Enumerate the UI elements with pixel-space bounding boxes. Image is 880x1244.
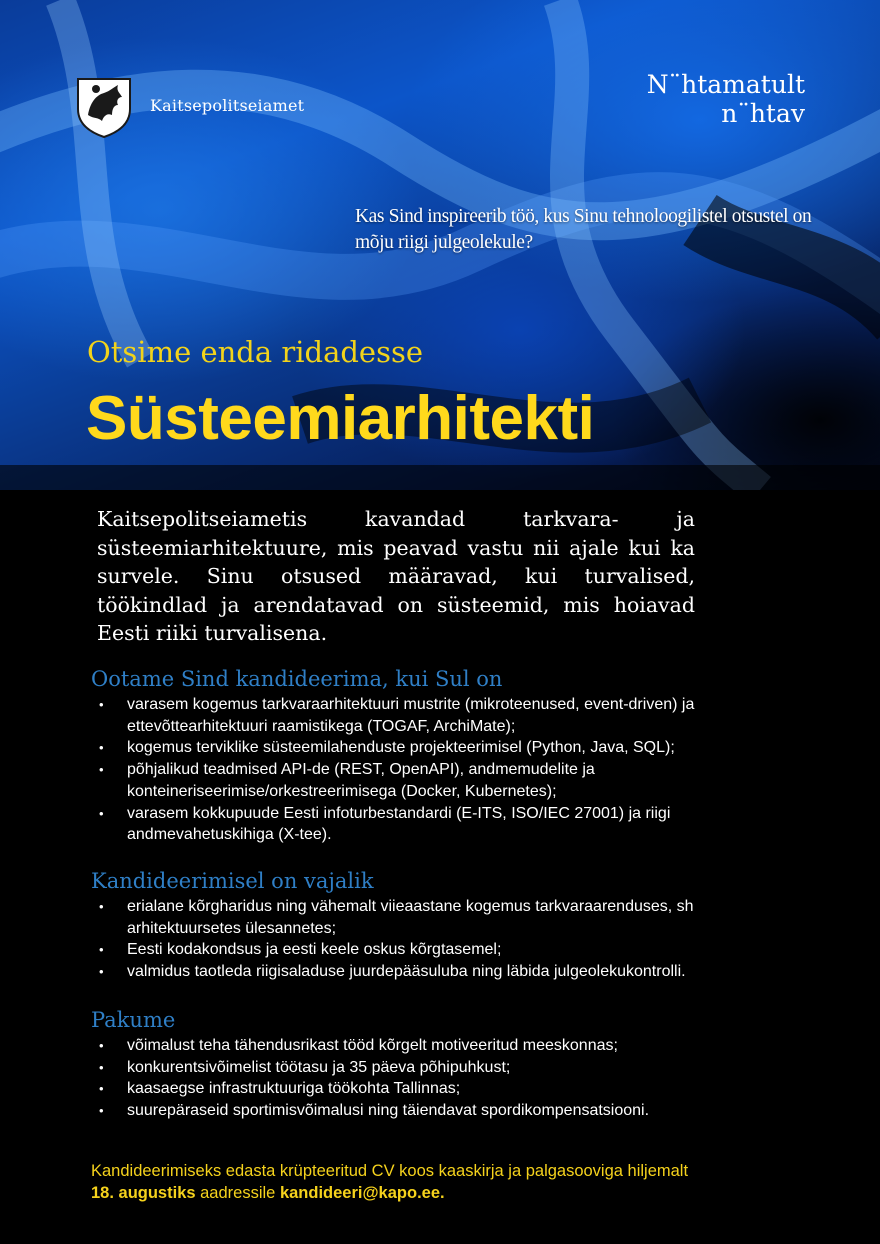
list-item (91, 694, 771, 737)
section-offer (91, 1008, 771, 1122)
hero-question: Kas Sind inspireerib töö, kus Sinu tehnoloogilistel otsustel on mõju riigi julgeolekule? (355, 206, 812, 253)
slogan (647, 70, 805, 128)
bullet: • (99, 1059, 104, 1075)
list-item (91, 1057, 771, 1079)
slogan-line-2: n¨htav (721, 99, 805, 128)
email-address: kandideeri@kapo.ee. (279, 1184, 445, 1202)
slogan-line-1: N¨htamatult (646, 70, 805, 99)
bullet: • (99, 942, 104, 958)
list-item-text: võimalust teha tähendusrikast tööd kõrgelt motiveeritud meeskonnas; (127, 1037, 618, 1054)
list-item (91, 1100, 771, 1122)
hero-banner (0, 0, 880, 490)
bullet: • (99, 740, 104, 756)
bullet: • (99, 1081, 104, 1097)
list-item (91, 896, 771, 939)
crest-icon (74, 75, 134, 139)
list-item-text: erialane kõrgharidus ning vähemalt viieaastane kogemus tarkvaraarenduses, sh arhitektuursetes ülesannetes; (127, 898, 694, 937)
list-item-text: kogemus terviklike süsteemilahenduste projekteerimisel (Python, Java, SQL); (127, 739, 675, 757)
section-mandatory (91, 869, 771, 983)
list-item (91, 939, 771, 961)
list-item-text: valmidus taotleda riigisaladuse juurdepääsuluba ning läbida julgeolekukontrolli. (127, 963, 686, 981)
bullet: • (99, 964, 104, 980)
section-title: Ootame Sind kandideerima, kui Sul on (91, 667, 503, 691)
list-item-text: varasem kogemus tarkvaraarhitektuuri mustrite (mikroteenused, event-driven) ja ettevõttearhitektuuri raamistikega (TOGAF, ArchiMate); (127, 696, 695, 735)
job-title: Süsteemiarhitekti (86, 384, 595, 453)
bullet: • (99, 805, 104, 821)
list-item (91, 961, 771, 983)
requirements-list (91, 694, 771, 846)
bullet: • (99, 697, 104, 712)
section-requirements (91, 667, 771, 846)
deadline: 18. augustiks (91, 1184, 196, 1202)
bullet: • (99, 1038, 104, 1053)
section-title: Kandideerimisel on vajalik (91, 869, 374, 893)
mandatory-list (91, 896, 771, 983)
list-item-text: suurepäraseid sportimisvõimalusi ning täiendavat spordikompensatsiooni. (127, 1102, 650, 1120)
brand-name: Kaitsepolitseiamet (150, 96, 305, 115)
list-item (91, 1078, 771, 1100)
bullet: • (99, 1103, 104, 1119)
section-title: Pakume (91, 1008, 176, 1032)
list-item-text: Eesti kodakondsus ja eesti keele oskus kõrgtasemel; (127, 941, 502, 959)
list-item-text: varasem kokkupuude Eesti infoturbestandardi (E-ITS, ISO/IEC 27001) ja riigi andmevahetuskihiga (X-tee). (127, 804, 671, 844)
instructions-text: Kandideerimiseks edasta krüpteeritud CV koos kaaskirja ja palgasooviga hiljemalt (91, 1162, 689, 1180)
list-item-text: kaasaegse infrastruktuuriga töökohta Tallinnas; (127, 1080, 461, 1098)
list-item (91, 803, 771, 846)
hero-subtitle: Otsime enda ridadesse (87, 335, 424, 369)
list-item (91, 759, 771, 802)
application-instructions (91, 1160, 791, 1204)
list-item (91, 1035, 771, 1057)
list-item-text: põhjalikud teadmised API-de (REST, OpenAPI), andmemudelite ja konteineriseerimise/orkestreerimisega (Docker, Kubernetes); (127, 761, 595, 800)
intro-paragraph: Kaitsepolitseiametis kavandad tarkvara- ja süsteemiarhitektuure, mis peavad vastu nii ajale kui ka survele. Sinu otsused määravad, kui turvalised, töökindlad ja arendatavad on süsteemid, mis hoiavad Eesti riiki turvalisena. (97, 507, 695, 645)
instructions-connector: aadressile (195, 1184, 280, 1202)
offer-list (91, 1035, 771, 1122)
list-item-text: konkurentsivõimelist töötasu ja 35 päeva põhipuhkust; (127, 1058, 511, 1076)
list-item (91, 737, 771, 759)
bullet: • (99, 899, 104, 914)
bullet: • (99, 762, 104, 778)
